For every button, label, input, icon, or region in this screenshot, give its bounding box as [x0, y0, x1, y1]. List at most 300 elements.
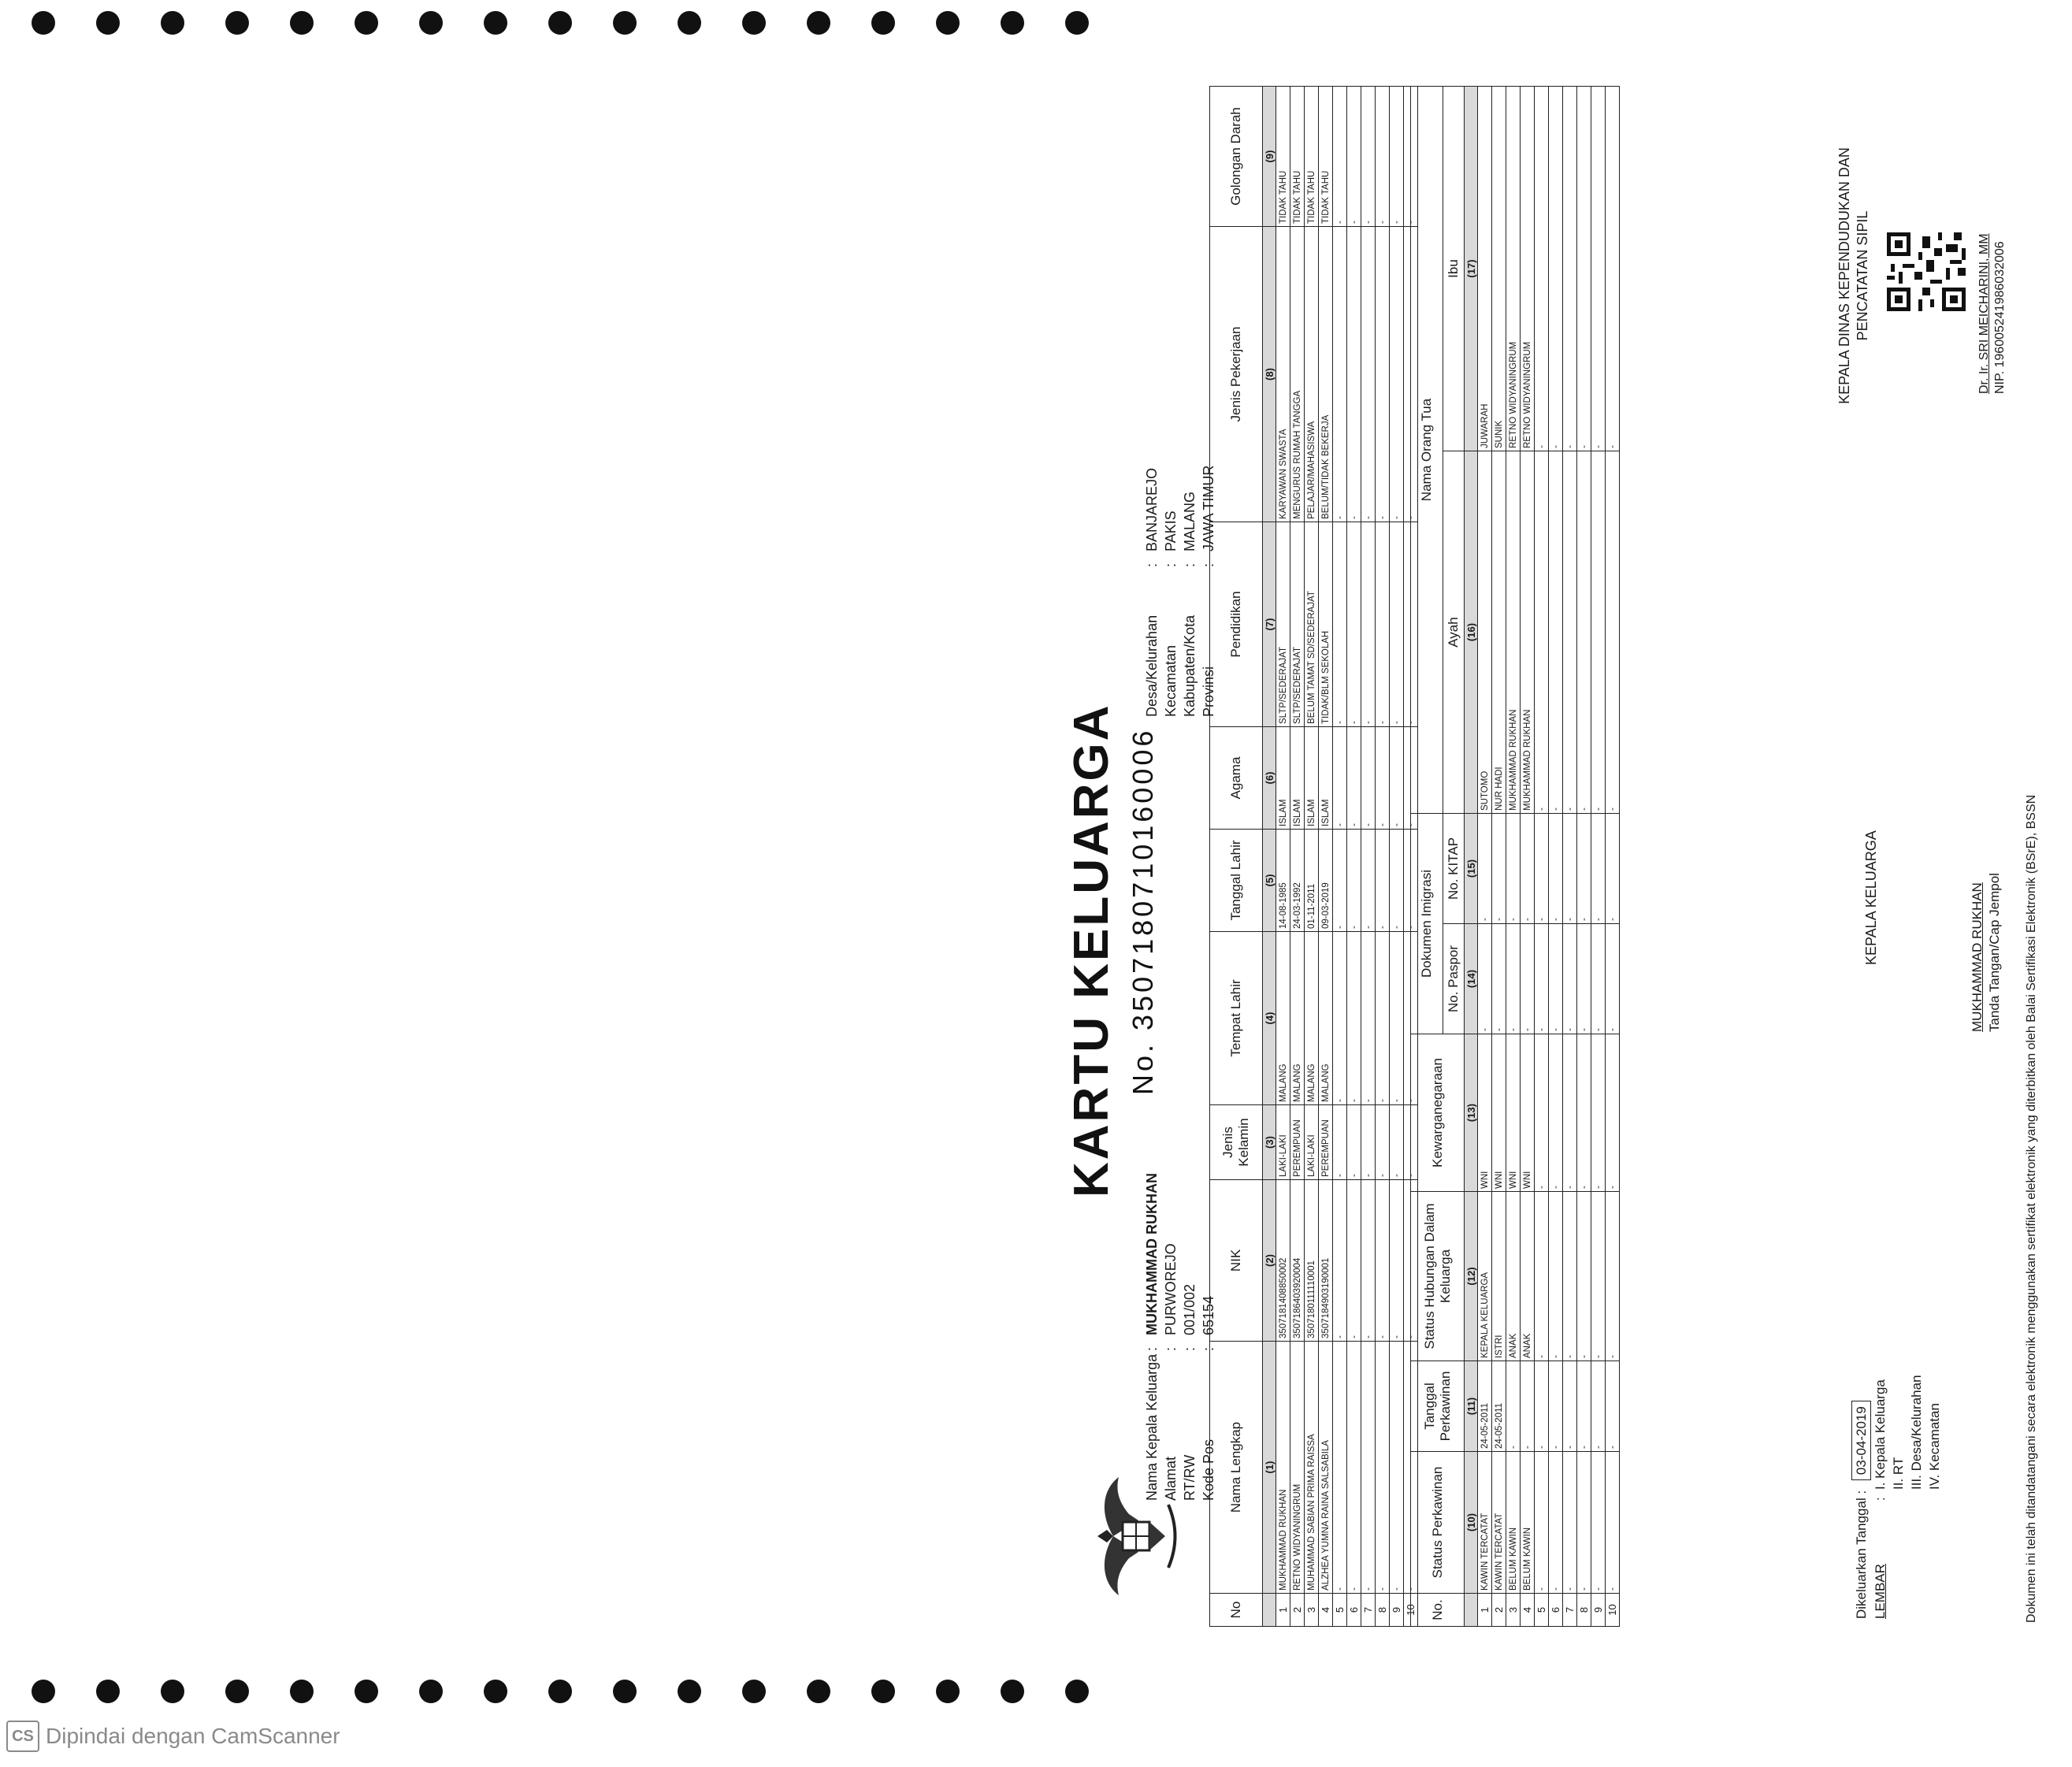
cell-kitap: - — [1506, 814, 1521, 924]
cell-ayah: MUKHAMMAD RUKHAN — [1506, 451, 1521, 814]
family-members-table — [1209, 86, 1418, 1627]
perforation-top — [0, 11, 1141, 43]
address-value: PURWOREJO — [1163, 1243, 1179, 1335]
cell-ayah: MUKHAMMAD RUKHAN — [1521, 451, 1535, 814]
cell-kitap: - — [1521, 814, 1535, 924]
regency-value: MALANG — [1182, 491, 1198, 551]
col-family-relation: Status Hubungan Dalam Keluarga — [1411, 1192, 1465, 1361]
perforation-hole — [419, 11, 443, 35]
cell-pekerjaan: - — [1376, 227, 1390, 522]
cell-hub: ISTRI — [1492, 1192, 1506, 1361]
cell-status: - — [1563, 1452, 1577, 1594]
cell-wn: WNI — [1521, 1034, 1535, 1192]
cell-jk: - — [1361, 1105, 1376, 1180]
perforation-hole — [807, 11, 830, 35]
perforation-hole — [742, 1680, 766, 1703]
cell-ibu: - — [1535, 87, 1549, 451]
cell-darah: TIDAK TAHU — [1319, 87, 1333, 227]
cell-tempat: MALANG — [1276, 932, 1290, 1105]
cell-hub: KEPALA KELUARGA — [1478, 1192, 1492, 1361]
index-cell: (7) — [1263, 522, 1276, 727]
cell-hub: - — [1535, 1192, 1549, 1361]
cell-status: - — [1591, 1452, 1606, 1594]
col-education: Pendidikan — [1210, 522, 1263, 727]
cell-agama: - — [1361, 727, 1376, 830]
cell-no: 3 — [1506, 1594, 1521, 1627]
index-row — [1465, 87, 1478, 1627]
index-cell: (8) — [1263, 227, 1276, 522]
col-immigration-docs: Dokumen Imigrasi — [1411, 814, 1443, 1034]
table-row — [1390, 87, 1404, 1627]
cell-tempat: - — [1333, 932, 1347, 1105]
cell-no: 8 — [1376, 1594, 1390, 1627]
cell-jk: - — [1404, 1105, 1418, 1180]
perforation-hole — [484, 11, 507, 35]
cell-tgl: - — [1591, 1361, 1606, 1452]
cell-status: - — [1606, 1452, 1620, 1594]
perforation-hole — [96, 11, 120, 35]
province-label: Provinsi — [1201, 666, 1216, 717]
cell-tgl: - — [1535, 1361, 1549, 1452]
cell-agama: - — [1333, 727, 1347, 830]
cell-paspor: - — [1521, 924, 1535, 1034]
cell-tanggal: 14-08-1985 — [1276, 830, 1290, 932]
cell-wn: - — [1535, 1034, 1549, 1192]
cell-darah: - — [1390, 87, 1404, 227]
cell-nama: ALZHEA YUMNA RAINA SALSABILA — [1319, 1342, 1333, 1594]
perforation-hole — [225, 11, 249, 35]
cell-ayah: - — [1563, 451, 1577, 814]
cell-pekerjaan: MENGURUS RUMAH TANGGA — [1290, 227, 1305, 522]
perforation-hole — [225, 1680, 249, 1703]
cell-pendidikan: - — [1347, 522, 1361, 727]
cell-nik: 3507180111110001 — [1305, 1180, 1319, 1342]
perforation-hole — [419, 1680, 443, 1703]
cell-wn: WNI — [1492, 1034, 1506, 1192]
cell-no: 6 — [1549, 1594, 1563, 1627]
cell-jk: - — [1376, 1105, 1390, 1180]
perforation-hole — [1001, 1680, 1024, 1703]
lembar-label: LEMBAR — [1873, 1564, 1888, 1619]
cell-no: 5 — [1535, 1594, 1549, 1627]
cell-pekerjaan: BELUM/TIDAK BEKERJA — [1319, 227, 1333, 522]
cell-ibu: JUWARAH — [1478, 87, 1492, 451]
cell-kitap: - — [1478, 814, 1492, 924]
cell-tanggal: 09-03-2019 — [1319, 830, 1333, 932]
cell-nama: - — [1376, 1342, 1390, 1594]
cell-ibu: - — [1563, 87, 1577, 451]
cell-status: - — [1549, 1452, 1563, 1594]
cell-pekerjaan: - — [1361, 227, 1376, 522]
electronic-signature-note: Dokumen ini telah ditandatangani secara elektronik menggunakan sertifikat elektronik yang diterbitkan oleh Balai Sertifikasi Elektronik (BSrE), BSSN — [2025, 794, 2038, 1623]
cell-no: 9 — [1591, 1594, 1606, 1627]
col-passport: No. Paspor — [1443, 924, 1465, 1034]
cell-jk: - — [1347, 1105, 1361, 1180]
postal-code-value: 65154 — [1201, 1295, 1216, 1335]
table-row — [1577, 87, 1591, 1627]
table-row — [1305, 87, 1319, 1627]
cell-jk: PEREMPUAN — [1290, 1105, 1305, 1180]
lembar-item: I. Kepala Keluarga — [1873, 1379, 1888, 1490]
table-row — [1521, 87, 1535, 1627]
head-of-family-label: Nama Kepala Keluarga — [1144, 1353, 1160, 1501]
cell-no: 4 — [1319, 1594, 1333, 1627]
cell-jk: - — [1333, 1105, 1347, 1180]
office-title-line2: PENCATATAN SIPIL — [1855, 210, 1870, 341]
perforation-hole — [742, 11, 766, 35]
cell-pekerjaan: KARYAWAN SWASTA — [1276, 227, 1290, 522]
cell-agama: - — [1347, 727, 1361, 830]
cell-tempat: MALANG — [1319, 932, 1333, 1105]
head-of-family-value: MUKHAMMAD RUKHAN — [1144, 1173, 1160, 1335]
family-relations-table — [1410, 86, 1620, 1627]
cell-status: KAWIN TERCATAT — [1492, 1452, 1506, 1594]
cell-nik: - — [1333, 1180, 1347, 1342]
cell-darah: TIDAK TAHU — [1276, 87, 1290, 227]
rt-rw-value: 001/002 — [1182, 1283, 1198, 1335]
perforation-hole — [290, 1680, 314, 1703]
cell-no: 2 — [1290, 1594, 1305, 1627]
postal-code-label: Kode Pos — [1201, 1438, 1216, 1501]
col-mother: Ibu — [1443, 87, 1465, 451]
cell-pekerjaan: - — [1390, 227, 1404, 522]
col-gender: Jenis Kelamin — [1210, 1105, 1263, 1180]
cell-nik: 3507184903190001 — [1319, 1180, 1333, 1342]
cell-no: 8 — [1577, 1594, 1591, 1627]
lembar-item: IV. Kecamatan — [1927, 1403, 1942, 1490]
cell-kitap: - — [1492, 814, 1506, 924]
village-label: Desa/Kelurahan — [1144, 614, 1160, 717]
col-citizenship: Kewarganegaraan — [1411, 1034, 1465, 1192]
index-cell: (4) — [1263, 932, 1276, 1105]
cell-nama: - — [1404, 1342, 1418, 1594]
cell-ibu: - — [1549, 87, 1563, 451]
index-cell: (10) — [1465, 1452, 1478, 1594]
cell-hub: ANAK — [1521, 1192, 1535, 1361]
cell-no: 10 — [1606, 1594, 1620, 1627]
issued-date: 03-04-2019 — [1851, 1401, 1871, 1480]
cell-nama: MUKHAMMAD RUKHAN — [1276, 1342, 1290, 1594]
index-row — [1263, 87, 1276, 1627]
cell-darah: - — [1333, 87, 1347, 227]
cell-no: 9 — [1390, 1594, 1404, 1627]
perforation-hole — [678, 11, 701, 35]
cell-pekerjaan: - — [1404, 227, 1418, 522]
cell-nama: - — [1333, 1342, 1347, 1594]
table-row — [1506, 87, 1521, 1627]
cell-tempat: - — [1347, 932, 1361, 1105]
cell-hub: - — [1606, 1192, 1620, 1361]
cell-tgl: - — [1521, 1361, 1535, 1452]
header-left: Nama Kepala Keluarga : MUKHAMMAD RUKHAN Alamat : PURWOREJO RT/RW : 001/002 Kode Pos : 65154 — [1144, 1173, 1216, 1501]
cell-pekerjaan: - — [1347, 227, 1361, 522]
perforation-hole — [355, 1680, 378, 1703]
table-row — [1376, 87, 1390, 1627]
cell-agama: ISLAM — [1305, 727, 1319, 830]
cell-nama: - — [1390, 1342, 1404, 1594]
cell-pendidikan: - — [1333, 522, 1347, 727]
cell-paspor: - — [1492, 924, 1506, 1034]
col-no: No — [1210, 1594, 1263, 1627]
cell-tempat: - — [1376, 932, 1390, 1105]
cell-status: - — [1535, 1452, 1549, 1594]
head-of-family-signature-name: MUKHAMMAD RUKHAN — [1970, 882, 1985, 1032]
cell-no: 4 — [1521, 1594, 1535, 1627]
cell-nama: MUHAMMAD SABIAN PRIMA RAISSA — [1305, 1342, 1319, 1594]
office-title — [1836, 102, 1872, 449]
perforation-hole — [613, 1680, 637, 1703]
cell-kitap: - — [1606, 814, 1620, 924]
cell-no: 6 — [1347, 1594, 1361, 1627]
province-value: JAWA TIMUR — [1201, 465, 1216, 551]
cell-kitap: - — [1563, 814, 1577, 924]
perforation-hole — [678, 1680, 701, 1703]
index-cell: (5) — [1263, 830, 1276, 932]
cell-pekerjaan: PELAJAR/MAHASISWA — [1305, 227, 1319, 522]
cell-tanggal: - — [1361, 830, 1376, 932]
cell-status: BELUM KAWIN — [1521, 1452, 1535, 1594]
index-cell: (13) — [1465, 1034, 1478, 1192]
cell-wn: - — [1563, 1034, 1577, 1192]
cell-darah: - — [1376, 87, 1390, 227]
table-row — [1478, 87, 1492, 1627]
cell-nik: 3507186403920004 — [1290, 1180, 1305, 1342]
col-marriage-date: Tanggal Perkawinan — [1411, 1361, 1465, 1452]
table-row — [1361, 87, 1376, 1627]
cell-ibu: - — [1606, 87, 1620, 451]
cell-status: - — [1577, 1452, 1591, 1594]
office-title-line1: KEPALA DINAS KEPENDUDUKAN DAN — [1836, 147, 1852, 404]
cell-pendidikan: - — [1361, 522, 1376, 727]
perforation-hole — [290, 11, 314, 35]
table-row — [1492, 87, 1506, 1627]
index-cell: (15) — [1465, 814, 1478, 924]
col-full-name: Nama Lengkap — [1210, 1342, 1263, 1594]
cell-ibu: RETNO WIDYANINGRUM — [1506, 87, 1521, 451]
cell-tanggal: 01-11-2011 — [1305, 830, 1319, 932]
cell-tgl: - — [1577, 1361, 1591, 1452]
cell-ayah: SUTOMO — [1478, 451, 1492, 814]
cell-nama: - — [1347, 1342, 1361, 1594]
lembar-item: II. RT — [1891, 1457, 1906, 1490]
perforation-hole — [161, 1680, 184, 1703]
cell-kitap: - — [1535, 814, 1549, 924]
cell-wn: WNI — [1478, 1034, 1492, 1192]
cell-jk: - — [1390, 1105, 1404, 1180]
issuance-block: Dikeluarkan Tanggal : 03-04-2019 LEMBAR : I. Kepala Keluarga II. RT III. Desa/Kelurahan IV. Kecamatan — [1851, 1375, 1944, 1619]
cell-paspor: - — [1563, 924, 1577, 1034]
perforation-hole — [936, 1680, 960, 1703]
cell-nik: - — [1347, 1180, 1361, 1342]
cell-jk: LAKI-LAKI — [1276, 1105, 1290, 1180]
table-row — [1563, 87, 1577, 1627]
cell-no: 7 — [1563, 1594, 1577, 1627]
cell-kitap: - — [1591, 814, 1606, 924]
cell-tgl: - — [1606, 1361, 1620, 1452]
col-blood-type: Golongan Darah — [1210, 87, 1263, 227]
cell-agama: - — [1390, 727, 1404, 830]
cell-kitap: - — [1549, 814, 1563, 924]
perforation-hole — [871, 11, 895, 35]
perforation-hole — [32, 1680, 55, 1703]
perforation-hole — [1065, 1680, 1089, 1703]
cell-tanggal: - — [1376, 830, 1390, 932]
cell-nama: RETNO WIDYANINGRUM — [1290, 1342, 1305, 1594]
col-father: Ayah — [1443, 451, 1465, 814]
index-cell: (11) — [1465, 1361, 1478, 1452]
cell-darah: - — [1361, 87, 1376, 227]
index-cell: (3) — [1263, 1105, 1276, 1180]
cell-darah: TIDAK TAHU — [1305, 87, 1319, 227]
cell-pendidikan: TIDAK/BLM SEKOLAH — [1319, 522, 1333, 727]
cell-status: BELUM KAWIN — [1506, 1452, 1521, 1594]
cell-ibu: RETNO WIDYANINGRUM — [1521, 87, 1535, 451]
cell-no: 1 — [1478, 1594, 1492, 1627]
cell-status: KAWIN TERCATAT — [1478, 1452, 1492, 1594]
regency-label: Kabupaten/Kota — [1182, 614, 1198, 717]
perforation-bottom — [0, 1680, 1141, 1711]
cell-hub: - — [1563, 1192, 1577, 1361]
district-label: Kecamatan — [1163, 644, 1179, 717]
cell-ayah: NUR HADI — [1492, 451, 1506, 814]
col-no: No. — [1411, 1594, 1465, 1627]
index-cell: (14) — [1465, 924, 1478, 1034]
cell-tgl: - — [1506, 1361, 1521, 1452]
camscanner-logo-icon: CS — [6, 1721, 39, 1752]
cell-hub: - — [1577, 1192, 1591, 1361]
camscanner-text: Dipindai dengan CamScanner — [46, 1724, 340, 1748]
cell-tanggal: 24-03-1992 — [1290, 830, 1305, 932]
table-row — [1290, 87, 1305, 1627]
table-row — [1535, 87, 1549, 1627]
family-card-document — [1048, 47, 2072, 1646]
cell-hub: - — [1591, 1192, 1606, 1361]
perforation-hole — [871, 1680, 895, 1703]
cell-no: 3 — [1305, 1594, 1319, 1627]
official-name: Dr. Ir. SRI MEICHARINI, MM — [1977, 233, 1991, 394]
cell-agama: - — [1404, 727, 1418, 830]
header-right: Desa/Kelurahan : BANJAREJO Kecamatan : PAKIS Kabupaten/Kota : MALANG Provinsi : JAWA TIMUR — [1144, 465, 1216, 717]
col-marital-status: Status Perkawinan — [1411, 1452, 1465, 1594]
cell-tempat: MALANG — [1290, 932, 1305, 1105]
index-cell: (17) — [1465, 87, 1478, 451]
cell-tanggal: - — [1404, 830, 1418, 932]
district-value: PAKIS — [1163, 510, 1179, 551]
cell-ayah: - — [1549, 451, 1563, 814]
cell-tanggal: - — [1347, 830, 1361, 932]
head-of-family-signature-label: KEPALA KELUARGA — [1863, 830, 1879, 965]
perforation-hole — [96, 1680, 120, 1703]
rt-rw-label: RT/RW — [1182, 1454, 1198, 1501]
cell-agama: - — [1376, 727, 1390, 830]
cell-paspor: - — [1606, 924, 1620, 1034]
cell-no: 1 — [1276, 1594, 1290, 1627]
perforation-hole — [807, 1680, 830, 1703]
cell-tempat: - — [1361, 932, 1376, 1105]
perforation-hole — [548, 11, 572, 35]
village-value: BANJAREJO — [1144, 467, 1160, 551]
cell-tgl: 24-05-2011 — [1492, 1361, 1506, 1452]
cell-jk: PEREMPUAN — [1319, 1105, 1333, 1180]
index-cell: (6) — [1263, 727, 1276, 830]
table-row — [1319, 87, 1333, 1627]
cell-pendidikan: - — [1390, 522, 1404, 727]
col-parents: Nama Orang Tua — [1411, 87, 1443, 814]
cell-paspor: - — [1549, 924, 1563, 1034]
cell-no: 5 — [1333, 1594, 1347, 1627]
table-row — [1591, 87, 1606, 1627]
cell-wn: - — [1606, 1034, 1620, 1192]
cell-wn: - — [1591, 1034, 1606, 1192]
qr-code-icon — [1883, 228, 1970, 315]
col-birthplace: Tempat Lahir — [1210, 932, 1263, 1105]
cell-paspor: - — [1535, 924, 1549, 1034]
perforation-hole — [1065, 11, 1089, 35]
col-birthdate: Tanggal Lahir — [1210, 830, 1263, 932]
cell-nik: - — [1361, 1180, 1376, 1342]
cell-tanggal: - — [1333, 830, 1347, 932]
cell-paspor: - — [1506, 924, 1521, 1034]
cell-pendidikan: SLTP/SEDERAJAT — [1290, 522, 1305, 727]
cell-ibu: - — [1577, 87, 1591, 451]
cell-kitap: - — [1577, 814, 1591, 924]
perforation-hole — [1001, 11, 1024, 35]
col-religion: Agama — [1210, 727, 1263, 830]
cell-ayah: - — [1591, 451, 1606, 814]
cell-ayah: - — [1606, 451, 1620, 814]
cell-tgl: 24-05-2011 — [1478, 1361, 1492, 1452]
cell-darah: - — [1404, 87, 1418, 227]
cell-nik: - — [1390, 1180, 1404, 1342]
table-row — [1606, 87, 1620, 1627]
cell-paspor: - — [1478, 924, 1492, 1034]
cell-ayah: - — [1577, 451, 1591, 814]
cell-no: 2 — [1492, 1594, 1506, 1627]
signature-note: Tanda Tangan/Cap Jempol — [1987, 873, 2002, 1032]
cell-nama: - — [1361, 1342, 1376, 1594]
cell-darah: - — [1347, 87, 1361, 227]
cell-ibu: SUNIK — [1492, 87, 1506, 451]
cell-no: 10 — [1404, 1594, 1418, 1627]
cell-wn: - — [1549, 1034, 1563, 1192]
index-cell: (9) — [1263, 87, 1276, 227]
cell-paspor: - — [1577, 924, 1591, 1034]
cell-jk: LAKI-LAKI — [1305, 1105, 1319, 1180]
perforation-hole — [548, 1680, 572, 1703]
cell-tempat: - — [1390, 932, 1404, 1105]
cell-pendidikan: - — [1376, 522, 1390, 727]
perforation-hole — [936, 11, 960, 35]
perforation-hole — [484, 1680, 507, 1703]
cell-pendidikan: - — [1404, 522, 1418, 727]
perforation-hole — [32, 11, 55, 35]
cell-nik: - — [1404, 1180, 1418, 1342]
family-card-number: No. 3507180710160006 — [1127, 727, 1159, 1095]
cell-ayah: - — [1535, 451, 1549, 814]
cell-wn: WNI — [1506, 1034, 1521, 1192]
issued-label: Dikeluarkan Tanggal — [1854, 1498, 1869, 1619]
cell-tgl: - — [1563, 1361, 1577, 1452]
table-row — [1333, 87, 1347, 1627]
cell-nik: 3507181408850002 — [1276, 1180, 1290, 1342]
cell-agama: ISLAM — [1276, 727, 1290, 830]
cell-agama: ISLAM — [1290, 727, 1305, 830]
perforation-hole — [613, 11, 637, 35]
table-row — [1549, 87, 1563, 1627]
cell-paspor: - — [1591, 924, 1606, 1034]
official-nip: NIP. 196005241986032006 — [1993, 241, 2007, 394]
cell-pendidikan: SLTP/SEDERAJAT — [1276, 522, 1290, 727]
